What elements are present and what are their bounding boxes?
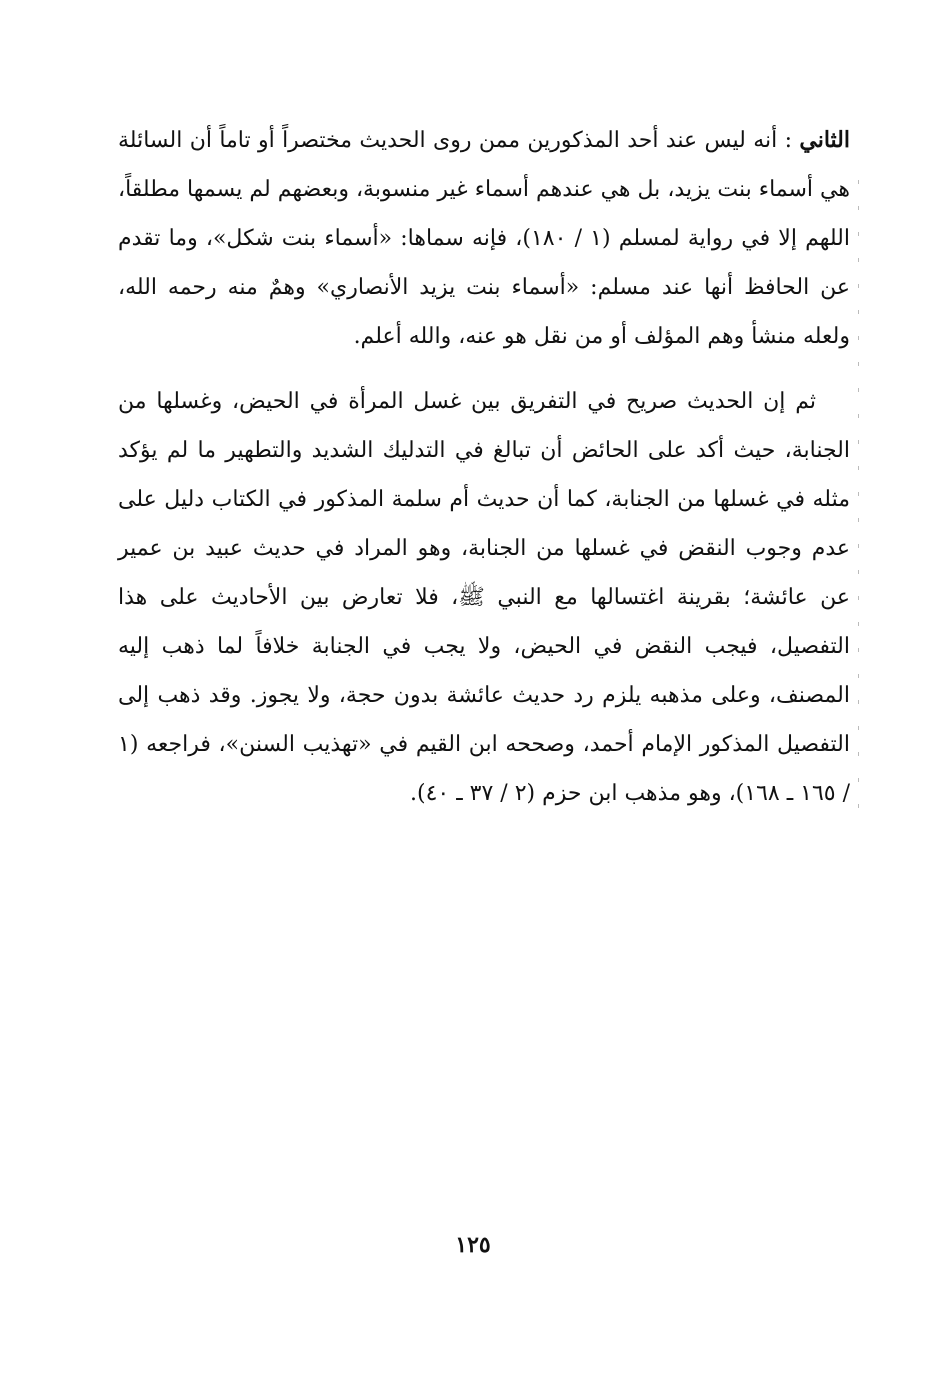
paragraph-1-lead: الثاني (799, 127, 850, 153)
paragraph-2-text: ثم إن الحديث صريح في التفريق بين غسل المرأة في الحيض، وغسلها من الجنابة، حيث أكد على الحائض أن تبالغ في التدليك الشديد والتطهير ما لم يؤكد مثله في غسلها من الجنابة، كما أن حديث أم سلمة المذكور في الكتاب دليل على عدم وجوب النقض في غسلها من الجنابة، وهو المراد في حديث عبيد بن عمير عن عائشة؛ بقرينة اغتسالها مع النبي ﷺ، فلا تعارض بين الأحاديث على هذا التفصيل، فيجب النقض في الحيض، ولا يجب في الجنابة خلافاً لما ذهب إليه المصنف، وعلى مذهبه يلزم رد حديث عائشة بدون حجة، ولا يجوز. وقد ذهب إلى التفصيل المذكور الإمام أحمد، وصححه ابن القيم في «تهذيب السنن»، فراجعه (١ / ١٦٥ ـ ١٦٨)، وهو مذهب ابن حزم (٢ / ٣٧ ـ ٤٠). (118, 389, 850, 806)
page-number: ١٢٥ (455, 1232, 491, 1258)
scan-margin-artifact (858, 180, 859, 820)
paragraph-2 (118, 377, 850, 818)
paragraph-1-text: : أنه ليس عند أحد المذكورين ممن روى الحديث مختصراً أو تاماً أن السائلة هي أسماء بنت يزيد، بل هي عندهم أسماء غير منسوبة، وبعضهم لم يسمها مطلقاً، اللهم إلا في رواية لمسلم (١ / ١٨٠)، فإنه سماها: «أسماء بنت شكل»، وما تقدم عن الحافظ أنها عند مسلم: «أسماء بنت يزيد الأنصاري» وهمٌ منه رحمه الله، ولعله منشأ وهم المؤلف أو من نقل هو عنه، والله أعلم. (118, 128, 850, 349)
paragraph-1 (118, 116, 850, 361)
